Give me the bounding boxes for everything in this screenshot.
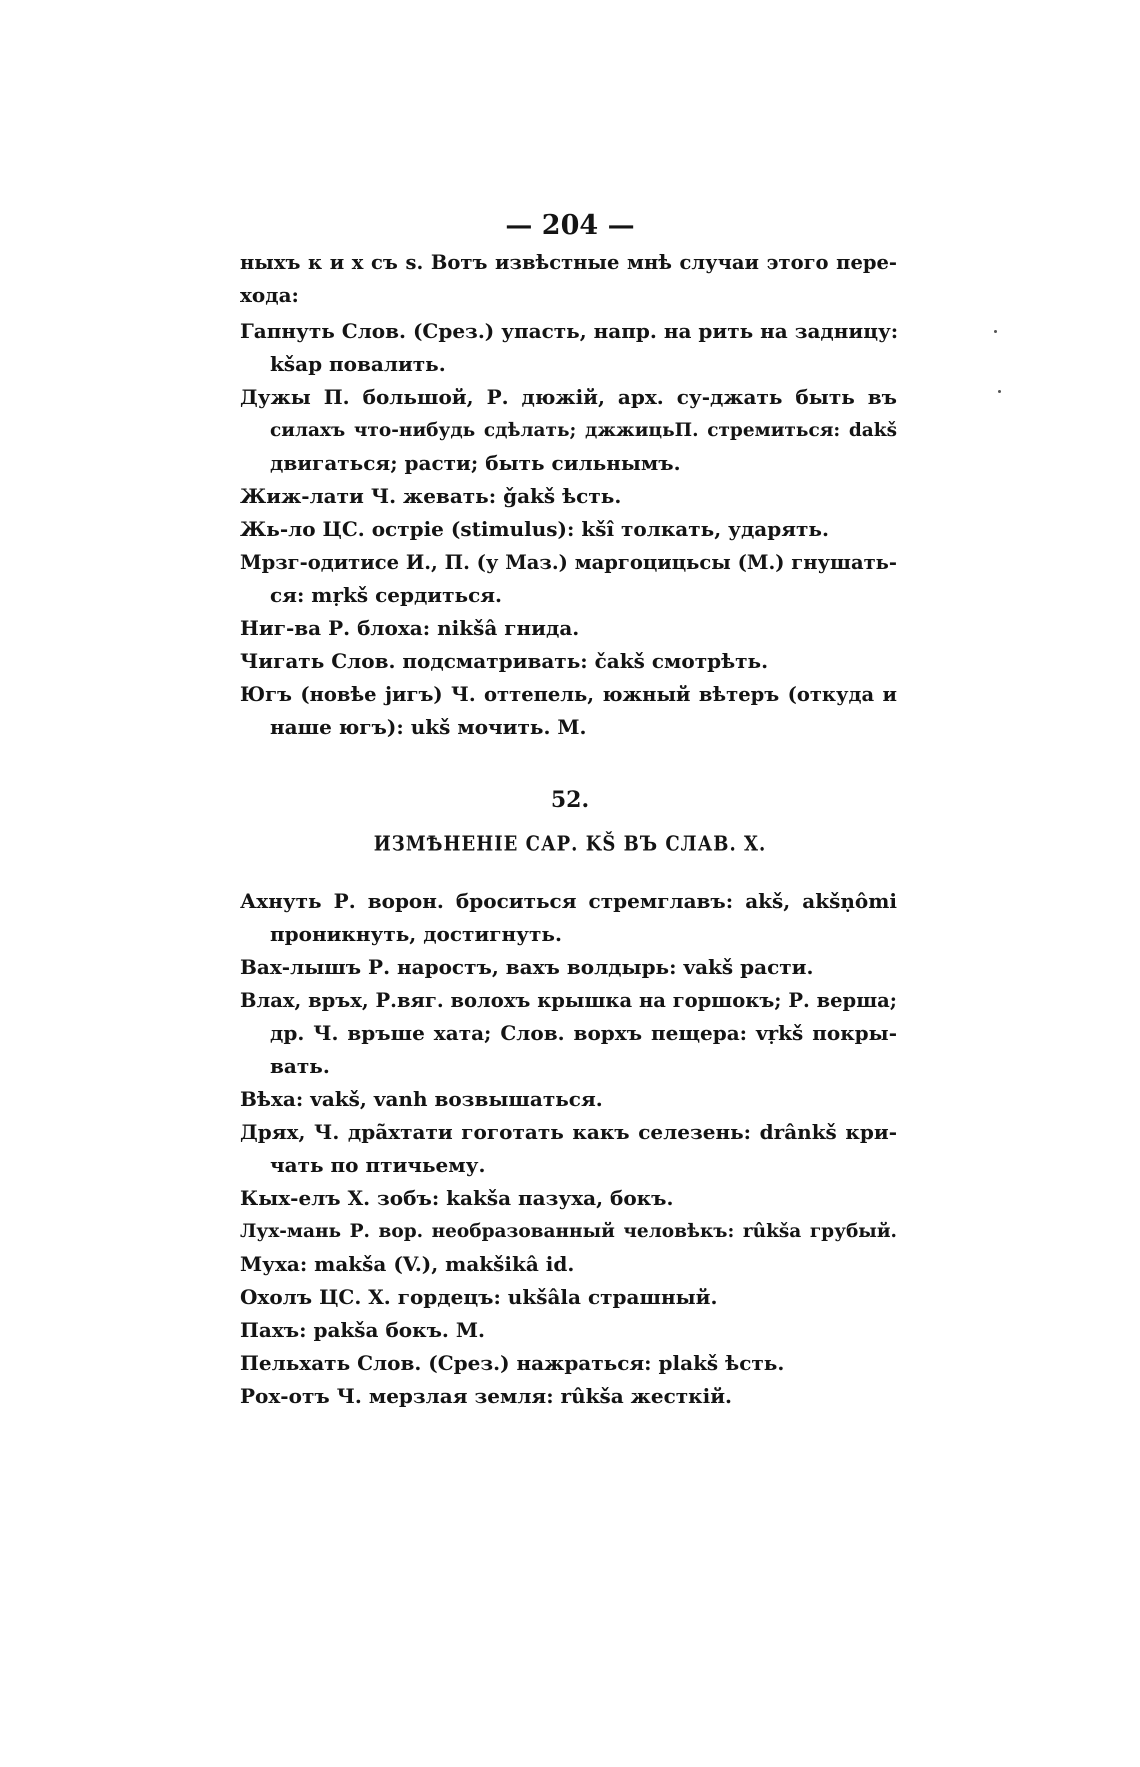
entry-line: силахъ что-нибудь сдѣлать; джжицьП. стремиться: dakš [270, 420, 897, 441]
entry-line: Влах, връх, Р.вяг. волохъ крышка на горшокъ; Р. верша; [240, 989, 897, 1012]
section-number: 52. [550, 787, 590, 813]
entry-line: Кых-елъ Х. зобъ: kakša пазуха, бокъ. [240, 1186, 674, 1210]
entry-line: Лух-мань Р. вор. необразованный человѣкъ: rûkša грубый. [240, 1221, 897, 1242]
print-speck [998, 390, 1001, 393]
entry-line: Югъ (новѣе jигъ) Ч. оттепель, южный вѣтеръ (откуда и [240, 683, 897, 706]
print-speck [994, 330, 997, 333]
section-heading: ИЗМѢНЕНІЕ САР. KŠ ВЪ СЛАВ. X. [373, 832, 767, 857]
entry-line: Жь-ло ЦС. остріе (stimulus): kšî толкать, ударять. [240, 517, 829, 541]
entry-line: Гапнуть Слов. (Срез.) упасть, напр. на рить на задницу: [240, 319, 899, 343]
entry-line: kšap повалить. [270, 352, 446, 376]
entry-line: Жиж-лати Ч. жевать: ǧakš ѣсть. [240, 484, 622, 508]
entry-line: Пельхать Слов. (Срез.) нажраться: plakš ѣсть. [240, 1351, 785, 1375]
entries-list-2 [240, 885, 897, 1413]
entry-line: Вах-лышъ Р. наростъ, вахъ волдырь: vakš расти. [240, 955, 814, 979]
entry-line: наше югъ): ukš мочить. М. [270, 715, 587, 739]
entry-line: Дужы П. большой, Р. дюжій, арх. су-джать быть въ [240, 385, 897, 409]
page-number: — 204 — [505, 210, 635, 241]
entry-line: Дрях, Ч. дрãхтати гоготать какъ селезень: drânkš кри- [240, 1120, 897, 1144]
entry-line: Муха: makša (V.), makšikâ id. [240, 1252, 575, 1276]
entry-line: вать. [270, 1054, 330, 1078]
entry-line: чать по птичьему. [270, 1153, 486, 1177]
intro-paragraph [240, 246, 897, 312]
entries-list-1 [240, 315, 897, 744]
entry-line: Ахнуть Р. ворон. броситься стремглавъ: akš, akšṇômi [240, 889, 897, 913]
entry-line: Охолъ ЦС. Х. гордецъ: ukšâla страшный. [240, 1285, 718, 1309]
entry-line: Мрзг-одитисе И., П. (у Маз.) маргоцицьсы (М.) гнушать- [240, 551, 897, 574]
entry-line: Чигать Слов. подсматривать: čakš смотрѣть. [240, 649, 769, 673]
entry-line: Ниг-ва Р. блоха: nikšâ гнида. [240, 616, 580, 640]
entry-line: проникнуть, достигнуть. [270, 922, 562, 946]
entry-line: др. Ч. връше хата; Слов. ворхъ пещера: vṛkš покры- [270, 1021, 897, 1045]
entry-line: ся: mṛkš сердиться. [270, 583, 503, 607]
entry-line: Вѣха: vakš, vanh возвышаться. [240, 1087, 603, 1111]
entry-line: Пахъ: pakša бокъ. М. [240, 1318, 485, 1342]
entry-line: Рох-отъ Ч. мерзлая земля: rûkša жесткій. [240, 1384, 733, 1408]
entry-line: двигаться; расти; быть сильнымъ. [270, 451, 681, 475]
text-line: ныхъ к и x съ ѕ. Вотъ извѣстные мнѣ случаи этого пере- [240, 251, 897, 274]
text-line: хода: [240, 283, 299, 307]
